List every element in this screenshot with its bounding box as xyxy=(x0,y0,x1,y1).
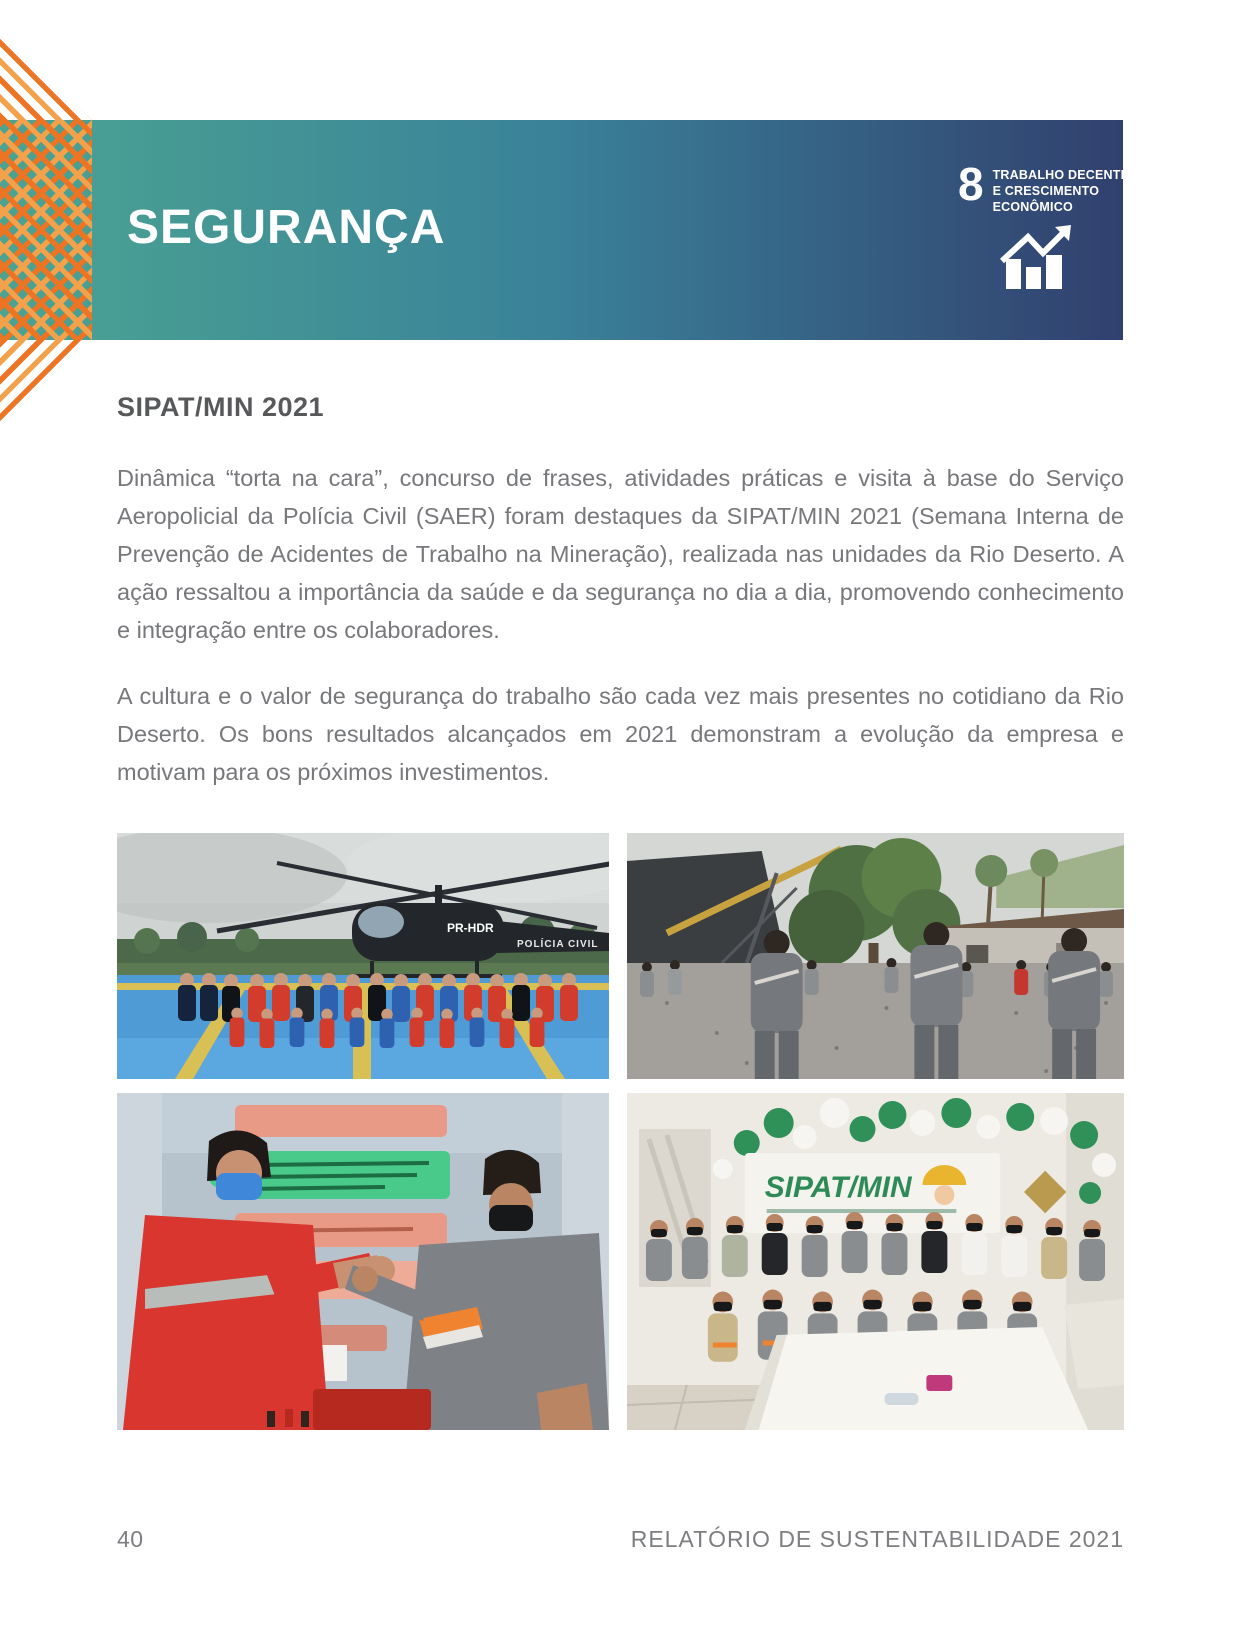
paragraph-2: A cultura e o valor de segurança do trabalho são cada vez mais presentes no cotidiano da Rio Deserto. Os bons resultados alcançados em 2021 demonstram a evolução da empresa e motivam para os próximos investimentos. xyxy=(117,683,1124,785)
paragraph-1: Dinâmica “torta na cara”, concurso de frases, atividades práticas e visita à base do Serviço Aeropolicial da Polícia Civil (SAER) foram destaques da SIPAT/MIN 2021 (Semana Interna de Prevenção de Acidentes de Trabalho na Mineração), realizada nas unidades da Rio Deserto. A ação ressaltou a importância da saúde e da segurança no dia a dia, promovendo conhecimento e integração entre os colaboradores. xyxy=(117,465,1124,643)
page-footer xyxy=(117,1526,1124,1553)
sipat-banner-text: SIPAT/MIN xyxy=(764,1170,912,1205)
page-content xyxy=(117,392,1124,1430)
fistbump-photo-illustration xyxy=(117,1093,609,1430)
sdg-8-badge xyxy=(958,158,1130,294)
page-number: 40 xyxy=(117,1526,144,1552)
report-title: RELATÓRIO DE SUSTENTABILIDADE 2021 xyxy=(630,1526,1124,1552)
bar-chart-growth-icon xyxy=(998,225,1076,289)
sdg-number: 8 xyxy=(958,158,984,210)
helicopter-tail-text: POLÍCIA CIVIL xyxy=(517,939,599,950)
stripes-bottom-triangle xyxy=(0,340,92,426)
group-photo-illustration xyxy=(627,1093,1124,1430)
photo-workers-yard xyxy=(627,833,1124,1079)
stripes-top-triangle xyxy=(0,30,92,120)
helicopter-tail-code: PR-HDR xyxy=(447,921,494,935)
section-heading: SIPAT/MIN 2021 xyxy=(117,392,325,422)
photo-sipat-group xyxy=(627,1093,1124,1430)
photo-fist-bump xyxy=(117,1093,609,1430)
yard-photo-illustration xyxy=(627,833,1124,1079)
chapter-banner xyxy=(0,120,1130,340)
chapter-title: SEGURANÇA xyxy=(127,201,446,254)
photo-helicopter-group xyxy=(117,833,609,1079)
helicopter-photo-illustration xyxy=(117,833,609,1079)
photo-grid xyxy=(117,833,1124,1430)
sdg-label: TRABALHO DECENTE E CRESCIMENTO ECONÔMICO xyxy=(992,168,1130,214)
